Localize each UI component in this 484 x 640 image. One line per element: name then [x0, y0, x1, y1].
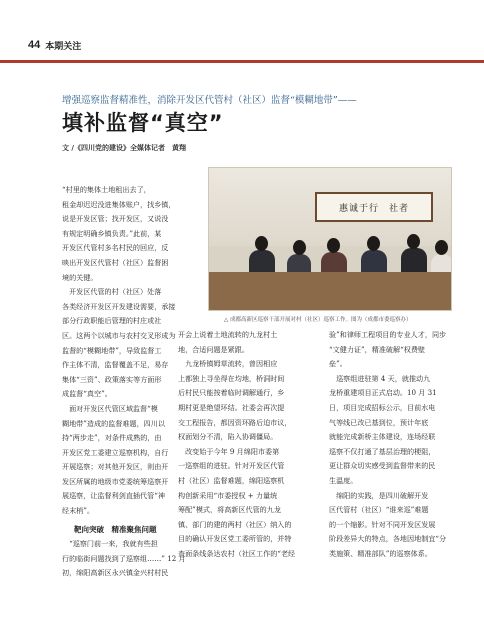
body-line: 面对开发区代管区域监督“模	[62, 403, 158, 413]
body-line: 类施策、精准部队”的巡察体系。	[329, 548, 432, 558]
body-line: 上都独上寻坐得在均地，桥洞时间	[178, 373, 285, 383]
column-name: 本期关注	[45, 41, 82, 52]
body-line: 后村民只能按着临时调解通行，乡	[178, 388, 285, 398]
page-header	[28, 38, 81, 52]
body-line: 经末梢”。	[62, 506, 95, 516]
body-line: 巡察不仅打通了基层治理的梗阻，	[329, 446, 436, 456]
body-line: 筹配”模式，将高新区代管的九龙	[178, 505, 281, 515]
body-line: 就能完成新桥主体建设，连场经联	[329, 432, 436, 442]
body-line: 部分行政职能后管理的村庄或社	[62, 316, 162, 326]
person-head	[435, 240, 448, 255]
body-line: 开展巡察；对其他开发区，则由开	[62, 462, 169, 472]
body-line: 开会上说着土地流转的九龙村土	[178, 330, 278, 339]
section-heading: 靶向突破 精准聚焦问题	[74, 524, 157, 534]
body-line: 生温度。	[329, 475, 358, 485]
body-line: 龙桥重建项目正式启动。10 月 31	[329, 388, 437, 398]
body-line: 成监督“真空”。	[62, 389, 112, 399]
body-line: 查面条线条达农村（社区工作的“老经	[178, 548, 296, 558]
body-line: 气等线已改已基到位，预计年底	[329, 417, 429, 427]
body-column-2	[178, 328, 306, 562]
body-line: “文健力证”，精准破解“权费壁	[329, 344, 426, 354]
photo-caption: △ 成都高新区巡察干部开展对村（社区）巡察工作。图为（成都市委巡察办）	[224, 317, 412, 323]
body-line: 绵阳的实践，是四川破解开发	[329, 490, 429, 500]
body-line: 开发区代管村多名村民的回应，反	[62, 243, 169, 253]
calligraphy-scroll: 惠诚于行 社者	[315, 192, 433, 222]
body-line: 区代管村（社区）“谁来巡”难题	[329, 505, 429, 515]
person-head	[255, 236, 268, 251]
body-line: 九龙桥镇姆草流转，曾因相应	[178, 359, 278, 369]
body-line: 验”和律师工程项目的专业人才，同步	[329, 330, 447, 339]
body-line: 发区所属的地级市党委统筹巡察开	[62, 476, 169, 486]
body-line: 构创新采用“市委授权 + 力量统	[178, 490, 278, 500]
article-byline: 文 /《四川党的建设》全媒体记者 黄翔	[62, 144, 186, 152]
body-line: 地，合适问题是紧跟。	[178, 344, 249, 354]
body-line: 区。这两个以城市与农村交叉形成为	[62, 330, 176, 340]
page-number: 44	[28, 39, 41, 51]
body-line: 垒”。	[329, 359, 347, 369]
article-title: 填补监督“真空”	[62, 111, 224, 135]
body-line: 展巡察，让监督利剑直插代管“神	[62, 491, 165, 501]
person-head	[367, 236, 380, 251]
body-line: “巡察门前一来，我就有些担	[62, 539, 158, 549]
body-line: 开发区党工委建立巡察机构，自行	[62, 447, 169, 457]
body-line: 日，项目完成招标公示，目前水电	[329, 402, 436, 412]
article-photo	[208, 167, 452, 311]
body-line: 阶段差异大的特点，各地因地制宜“分	[329, 534, 447, 544]
body-line: 改变始于今年 9 月绵阳市委第	[178, 446, 280, 456]
body-line: 说是开发区管；找开发区，又说没	[62, 214, 169, 224]
body-line: 租金却迟迟没进集体账户，找乡镇，	[62, 199, 176, 209]
body-line: 镇、部门的建的两村（社区）纳入的	[178, 519, 292, 529]
person-head	[407, 234, 420, 249]
article-subtitle: 增强巡察监督精准性，消除开发区代管村（社区）监督“模糊地带”——	[62, 95, 357, 106]
body-line: 持“两步走”，对条件成熟的，由	[62, 433, 162, 443]
body-line: 作主体不清，监督覆盖不足，易存	[62, 360, 169, 370]
body-line: 初，绵阳高新区永兴镇金兴村村民	[62, 568, 169, 578]
body-line: 监督的“模糊地带”，导致监督工	[62, 345, 162, 355]
body-line: 集体“三资”、政策落实等方面形	[62, 374, 162, 384]
body-line: 权面划分不清，陷入协调僵局。	[178, 432, 278, 442]
body-line: 目的确认开发区党工委所管的，并特	[178, 534, 292, 544]
body-line: 各类经济开发区开发建设需要，承接	[62, 301, 176, 311]
header-rule	[0, 60, 484, 63]
person-head	[293, 240, 306, 255]
body-line: 一巡察组的进驻。针对开发区代管	[178, 461, 285, 471]
body-line: 映出开发区代管村（社区）监督困	[62, 257, 169, 267]
body-line: 村（社区）监督难题，绵阳巡察机	[178, 475, 285, 485]
meeting-table	[209, 272, 451, 311]
body-line: 巡察组进驻第 4 天，就推动九	[329, 373, 431, 383]
body-line: 行的临街问题找到了巡察组……” 12 月	[62, 553, 186, 563]
body-line: 期村更是绝望环结。社委会再次提	[178, 402, 285, 412]
person-head	[327, 238, 340, 253]
body-line: 境的关键。	[62, 272, 98, 282]
body-line: 的一个缩影。针对不同开发区发展	[329, 519, 436, 529]
body-line: 开发区代管的村（社区）处落	[62, 287, 162, 297]
body-line: 有规定明确乡镇负责。”此前，某	[62, 228, 162, 238]
body-column-3	[329, 328, 457, 562]
body-line: “村里的集体土地租出去了，	[62, 185, 151, 194]
body-line: 糊地带”造成的监督难题，四川以	[62, 418, 165, 428]
body-line: 交工程报告，都因资环路后迫市议，	[178, 417, 292, 427]
body-line: 更让群众切实感受到监督带来的民	[329, 461, 436, 471]
